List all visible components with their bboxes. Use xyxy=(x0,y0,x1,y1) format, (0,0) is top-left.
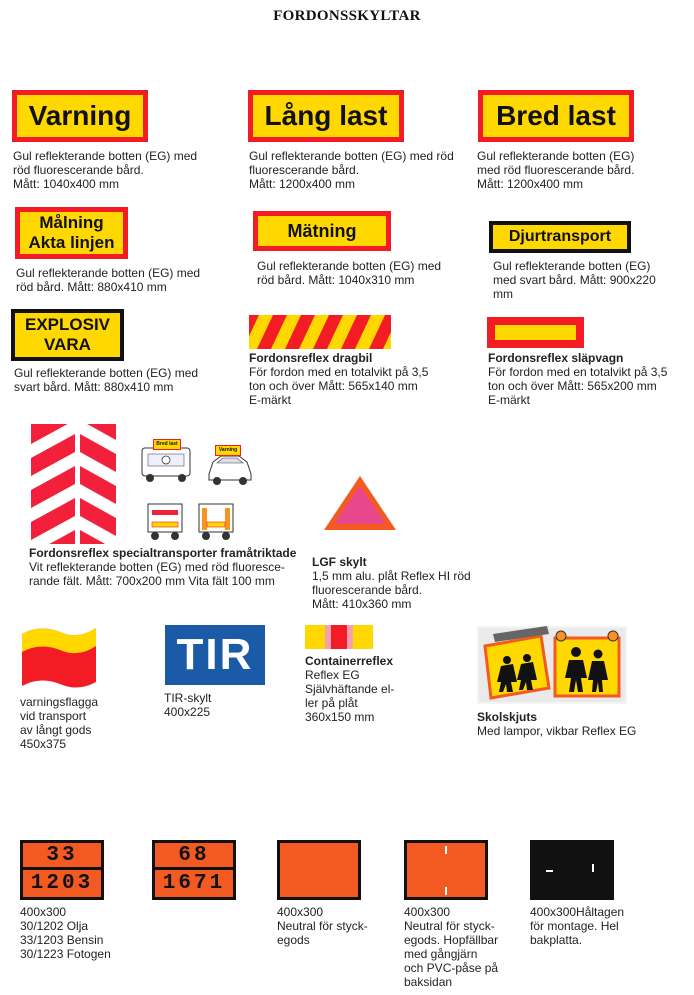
dragbil-reflex xyxy=(249,315,391,349)
tir-sign-text: TIR xyxy=(176,630,254,679)
explosiv-sign xyxy=(11,309,124,361)
slapvagn-reflex xyxy=(487,317,584,348)
skolskjuts-sign xyxy=(477,626,627,704)
tir-sign xyxy=(165,625,265,685)
matning-sign xyxy=(253,211,391,251)
lgf-caption: LGF skylt 1,5 mm alu. plåt Reflex HI röd fluorescerande bård. Mått: 410x360 mm xyxy=(312,555,512,611)
plate-hazard-number: 33 xyxy=(23,843,101,870)
flagga-caption: varningsflagga vid transport av långt gods 450x375 xyxy=(20,695,99,751)
plate5-caption: 400x300Håltagen för montage. Hel bakplatta. xyxy=(530,905,625,947)
container-caption: Containerreflex Reflex EG Självhäftande el- ler på plåt 360x150 mm xyxy=(305,654,415,724)
malning-sign-text-1: Målning xyxy=(39,213,104,232)
djurtransport-sign-text: Djurtransport xyxy=(508,228,612,245)
container-heading: Containerreflex xyxy=(305,654,394,668)
explosiv-sign-text-2: VARA xyxy=(44,335,91,354)
truck-rear-illustration-1 xyxy=(144,500,186,542)
mini-varning-sign: Varning xyxy=(215,445,241,456)
lang-last-sign xyxy=(248,90,404,142)
bred-last-caption: Gul reflekterande botten (EG) med röd fluorescerande bård. Mått: 1200x400 mm xyxy=(477,149,635,191)
dragbil-heading: Fordonsreflex dragbil xyxy=(249,351,373,365)
lgf-heading: LGF skylt xyxy=(312,555,367,569)
car-illustration xyxy=(205,444,255,488)
tir-caption: TIR-skylt 400x225 xyxy=(164,691,212,719)
explosiv-caption: Gul reflekterande botten (EG) med svart bård. Mått: 880x410 mm xyxy=(14,366,199,394)
orange-plate-68-1671 xyxy=(152,840,236,900)
orange-plate-33-1203 xyxy=(20,840,104,900)
orange-plate-neutral xyxy=(277,840,361,900)
bred-last-sign-text: Bred last xyxy=(496,100,616,131)
explosiv-sign-text-1: EXPLOSIV xyxy=(24,315,111,334)
plate-un-number: 1671 xyxy=(162,872,226,895)
lgf-triangle xyxy=(322,474,398,532)
plate4-caption: 400x300 Neutral för styck- egods. Hopfällbar med gångjärn och PVC-påse på baksidan xyxy=(404,905,499,989)
skolskjuts-heading: Skolskjuts xyxy=(477,710,538,724)
special-reflex-right xyxy=(80,424,116,544)
black-plate-mounting xyxy=(530,840,614,900)
djurtransport-sign xyxy=(489,221,631,253)
matning-sign-text: Mätning xyxy=(287,220,357,241)
truck-illustration-1 xyxy=(136,436,196,484)
dragbil-caption: Fordonsreflex dragbil För fordon med en totalvikt på 3,5 ton och över Mått: 565x140 mm E-märkt xyxy=(249,351,469,407)
lang-last-caption: Gul reflekterande botten (EG) med röd fluorescerande bård. Mått: 1200x400 mm xyxy=(249,149,454,191)
page-title: FORDONSSKYLTAR xyxy=(273,8,421,24)
varningsflagga xyxy=(20,624,98,690)
bred-last-sign xyxy=(478,90,634,142)
special-reflex-left xyxy=(31,424,75,544)
plate1-caption: 400x300 30/1202 Olja 33/1203 Bensin 30/1223 Fotogen xyxy=(20,905,111,961)
mini-bred-last-sign: Bred last xyxy=(153,439,181,450)
specialtransporter-heading: Fordonsreflex specialtransporter framåtriktade xyxy=(29,546,297,560)
specialtransporter-caption: Fordonsreflex specialtransporter framåtriktade Vit reflekterande botten (EG) med röd fluoresce- rande fält. Mått: 700x200 mm Vita fält 100 mm xyxy=(29,546,319,588)
matning-caption: Gul reflekterande botten (EG) med röd bård. Mått: 1040x310 mm xyxy=(257,259,442,287)
skolskjuts-caption: Skolskjuts Med lampor, vikbar Reflex EG xyxy=(477,710,677,738)
plate-un-number: 1203 xyxy=(30,872,94,895)
slapvagn-heading: Fordonsreflex släpvagn xyxy=(488,351,624,365)
lang-last-sign-text: Lång last xyxy=(264,100,388,131)
containerreflex xyxy=(305,625,373,649)
malning-caption: Gul reflekterande botten (EG) med röd bård. Mått: 880x410 mm xyxy=(16,266,201,294)
slapvagn-caption: Fordonsreflex släpvagn För fordon med en totalvikt på 3,5 ton och över Mått: 565x200 mm E-märkt xyxy=(488,351,688,407)
djurtransport-caption: Gul reflekterande botten (EG) med svart bård. Mått: 900x220 mm xyxy=(493,259,656,301)
plate-hazard-number: 68 xyxy=(155,843,233,870)
malning-sign-text-2: Akta linjen xyxy=(28,233,115,252)
varning-caption: Gul reflekterande botten (EG) med röd fluorescerande bård. Mått: 1040x400 mm xyxy=(13,149,198,191)
varning-sign xyxy=(12,90,148,142)
malning-sign xyxy=(15,207,128,259)
varning-sign-text: Varning xyxy=(28,100,132,131)
orange-plate-foldable xyxy=(404,840,488,900)
truck-rear-illustration-2 xyxy=(195,500,237,542)
plate3-caption: 400x300 Neutral för styck- egods xyxy=(277,905,368,947)
